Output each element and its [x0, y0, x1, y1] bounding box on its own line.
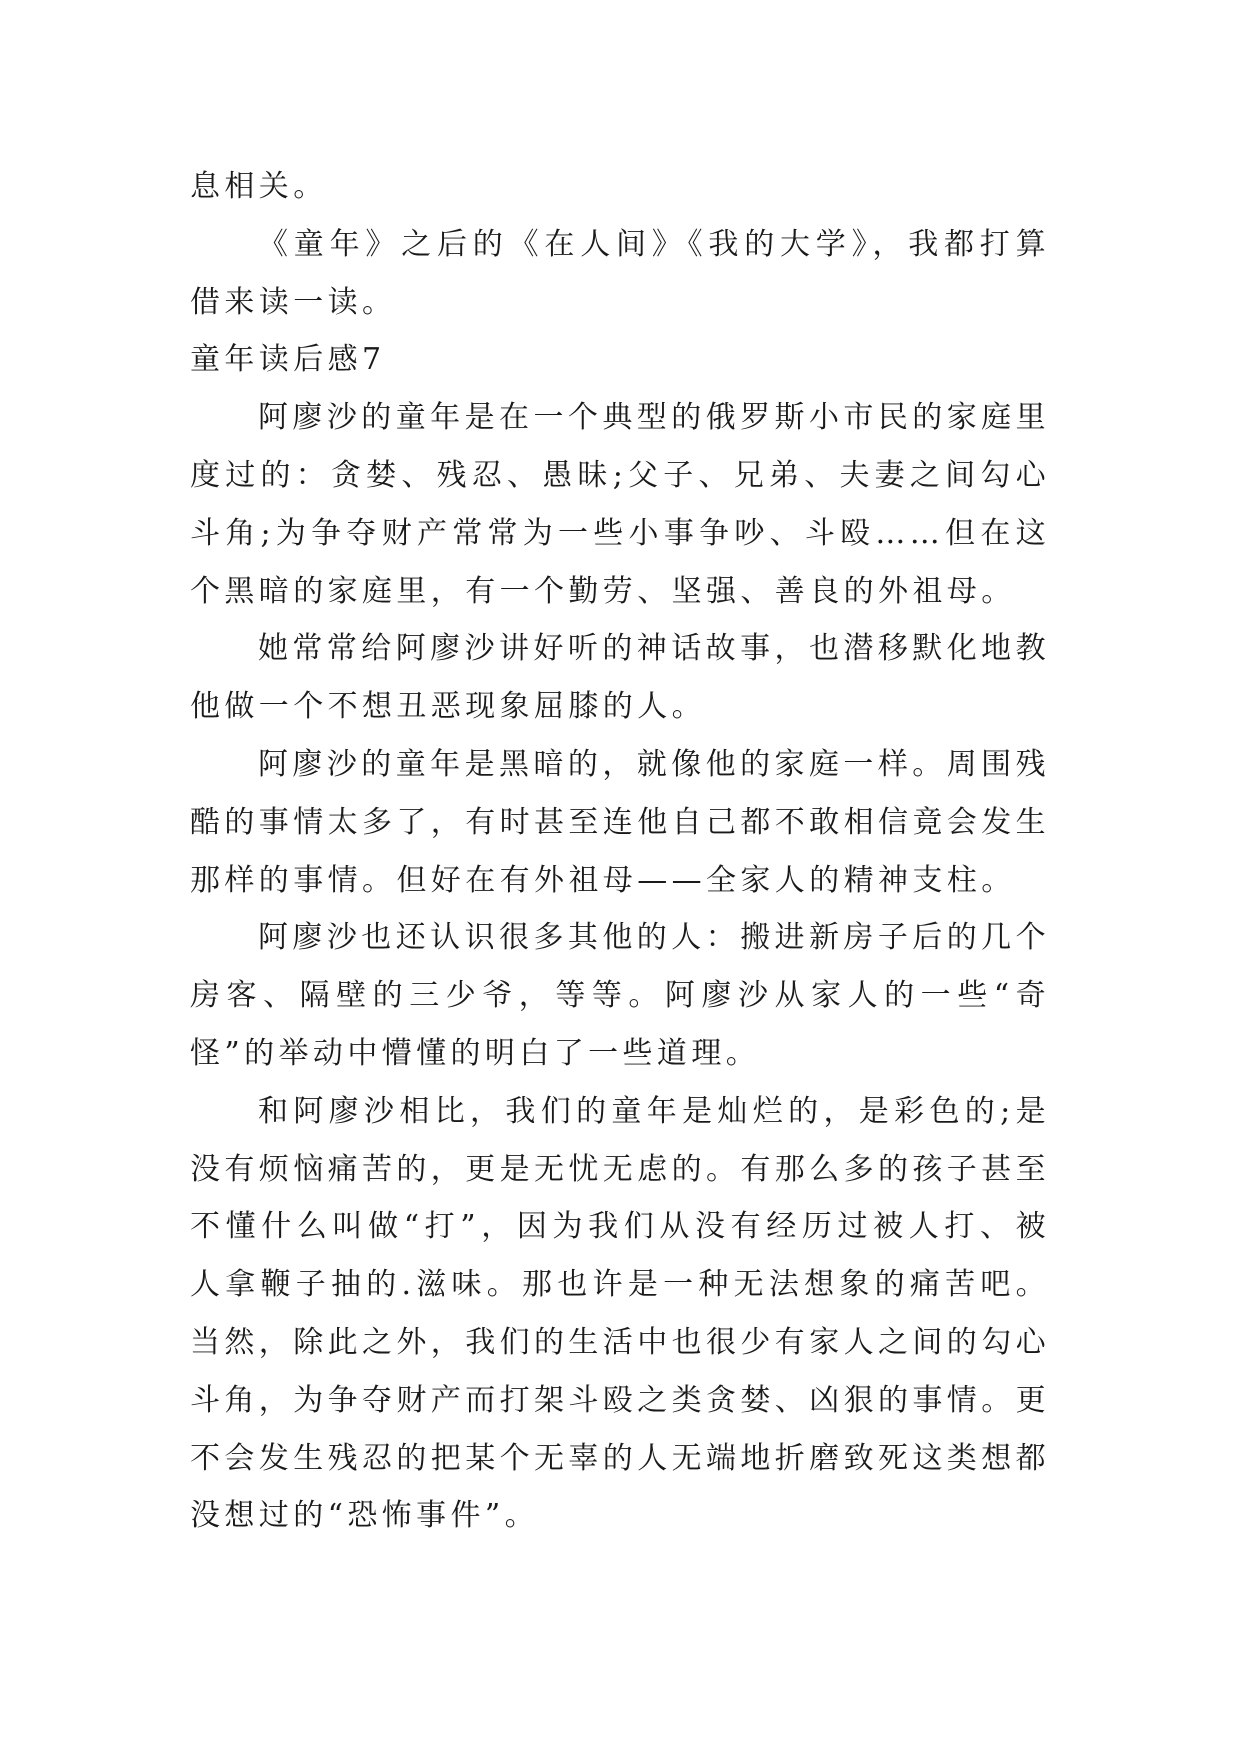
document-body [190, 158, 1050, 1545]
paragraph: 《童年》之后的《在人间》《我的大学》，我都打算借来读一读。 [190, 226, 1050, 320]
paragraph: 阿廖沙的童年是黑暗的，就像他的家庭一样。周围残酷的事情太多了，有时甚至连他自己都不敢相信竟会发生那样的事情。但好在有外祖母——全家人的精神支柱。 [190, 746, 1050, 898]
paragraph: 息相关。 [190, 169, 328, 204]
paragraph: 她常常给阿廖沙讲好听的神话故事，也潜移默化地教他做一个不想丑恶现象屈膝的人。 [190, 631, 1050, 725]
paragraph: 阿廖沙的童年是在一个典型的俄罗斯小市民的家庭里度过的：贪婪、残忍、愚昧;父子、兄弟、夫妻之间勾心斗角;为争夺财产常常为一些小事争吵、斗殴……但在这个黑暗的家庭里，有一个勤劳、坚强、善良的外祖母。 [190, 400, 1050, 609]
paragraph: 阿廖沙也还认识很多其他的人：搬进新房子后的几个房客、隔壁的三少爷，等等。阿廖沙从家人的一些“奇怪”的举动中懵懂的明白了一些道理。 [190, 920, 1050, 1071]
section-heading: 童年读后感7 [190, 342, 386, 378]
paragraph: 和阿廖沙相比，我们的童年是灿烂的，是彩色的;是没有烦恼痛苦的，更是无忧无虑的。有那么多的孩子甚至不懂什么叫做“打”，因为我们从没有经历过被人打、被人拿鞭子抽的.滋味。那也许是一种无法想象的痛苦吧。当然，除此之外，我们的生活中也很少有家人之间的勾心斗角，为争夺财产而打架斗殴之类贪婪、凶狠的事情。更不会发生残忍的把某个无辜的人无端地折磨致死这类想都没想过的“恐怖事件”。 [190, 1093, 1050, 1534]
